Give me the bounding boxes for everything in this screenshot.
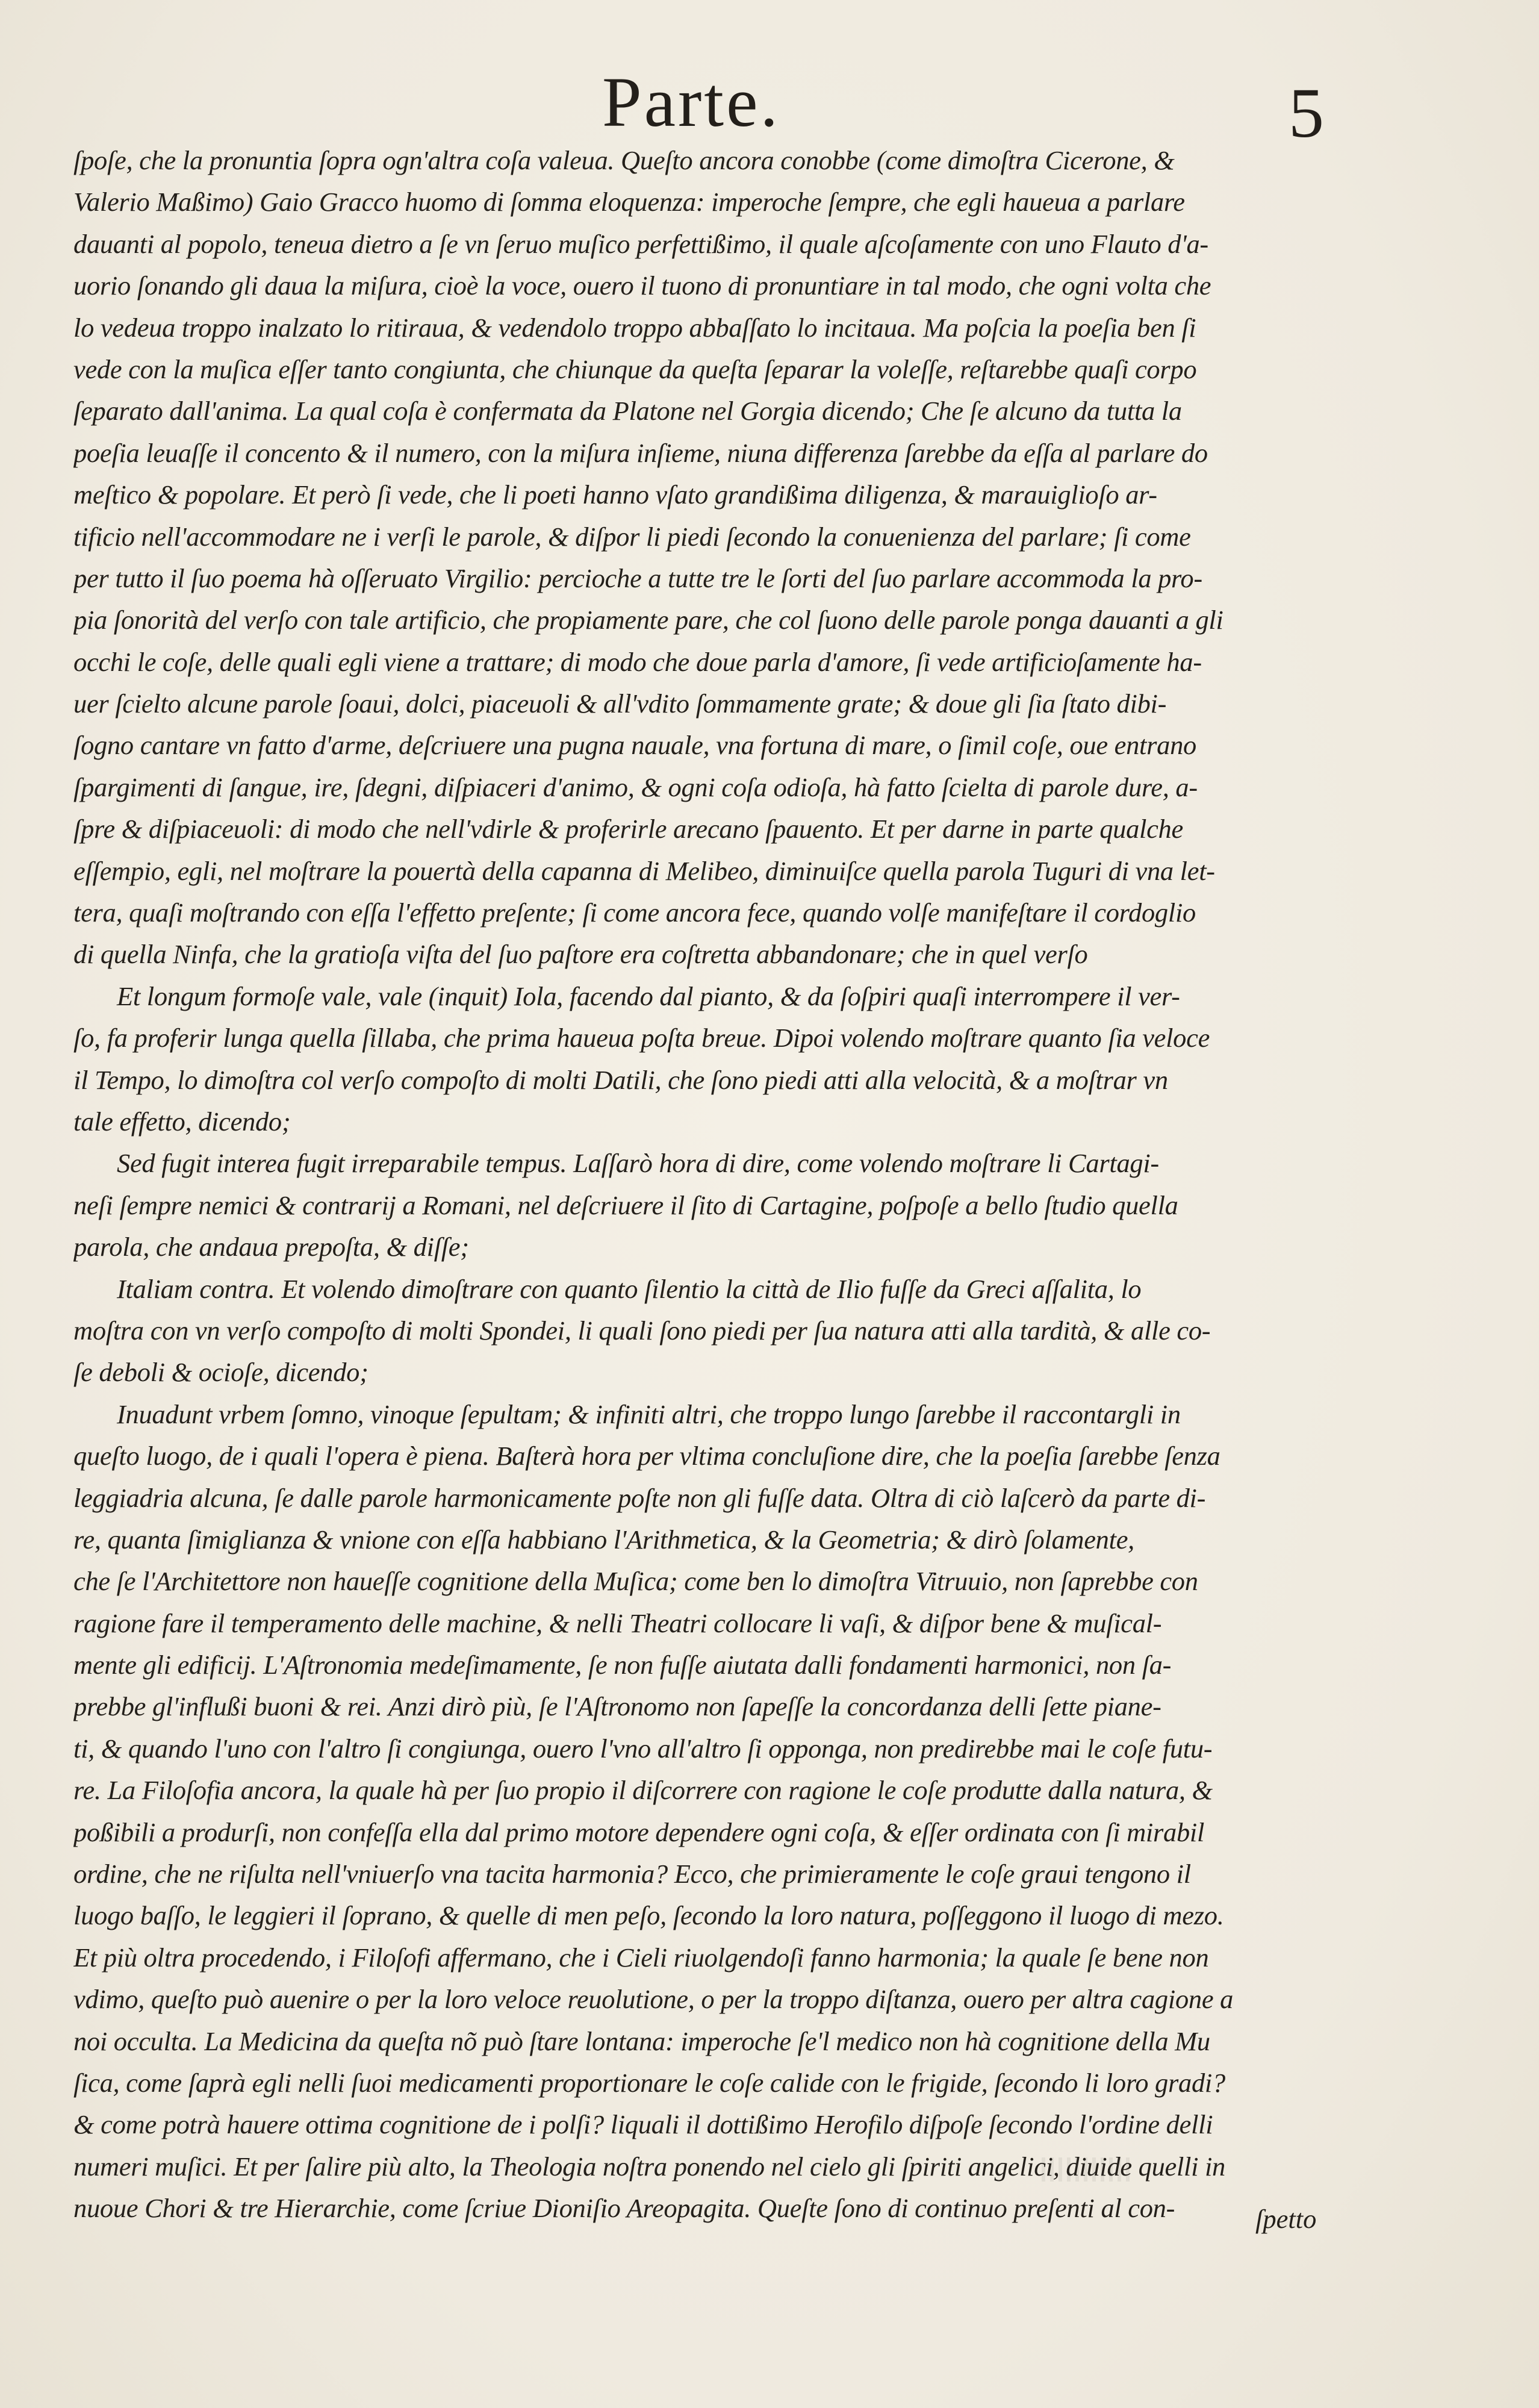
text-line: ſogno cantare vn fatto d'arme, deſcriuere una pugna nauale, vna fortuna di mare, o ſimil coſe, oue entrano bbox=[73, 730, 1196, 761]
text-line: ſpargimenti di ſangue, ire, ſdegni, diſpiaceri d'animo, & ogni coſa odioſa, hà fatto ſcielta di parole dure, a- bbox=[73, 772, 1198, 802]
text-line: nuoue Chori & tre Hierarchie, come ſcriue Dioniſio Areopagita. Queſte ſono di continuo preſenti al con- bbox=[73, 2193, 1175, 2224]
text-line: numeri muſici. Et per ſalire più alto, la Theologia noſtra ponendo nel cielo gli ſpiriti angelici, diuide quelli in bbox=[73, 2151, 1226, 2182]
text-line: tale effetto, dicendo; bbox=[73, 1106, 291, 1137]
text-line: & come potrà hauere ottima cognitione de i polſi? liquali il dottißimo Herofilo diſpoſe ſecondo l'ordine delli bbox=[73, 2109, 1213, 2140]
text-line: Et longum formoſe vale, vale (inquit) Iola, facendo dal pianto, & da ſoſpiri quaſi interrompere il ver- bbox=[117, 981, 1180, 1011]
text-line: dauanti al popolo, teneua dietro a ſe vn ſeruo muſico perfettißimo, il quale aſcoſamente con uno Flauto d'a- bbox=[73, 228, 1208, 259]
text-line: Italiam contra. Et volendo dimoſtrare con quanto ſilentio la città de Ilio fuſſe da Greci aſſalita, lo bbox=[117, 1273, 1142, 1304]
catchword: ſpetto bbox=[1255, 2204, 1317, 2234]
text-line: neſi ſempre nemici & contrarij a Romani, nel deſcriuere il ſito di Cartagine, poſpoſe a bello ſtudio quella bbox=[73, 1190, 1178, 1220]
text-line: ſpre & diſpiaceuoli: di modo che nell'vdirle & proferirle arecano ſpauento. Et per darne in parte qualche bbox=[73, 814, 1183, 844]
text-line: poeſia leuaſſe il concento & il numero, con la miſura inſieme, niuna differenza ſarebbe da eſſa al parlare do bbox=[73, 437, 1208, 468]
page-number: 5 bbox=[1289, 73, 1324, 152]
text-line: Inuadunt vrbem ſomno, vinoque ſepultam; & infiniti altri, che troppo lungo ſarebbe il raccontargli in bbox=[117, 1399, 1181, 1429]
text-line: ordine, che ne riſulta nell'vniuerſo vna tacita harmonia? Ecco, che primieramente le coſe graui tengono il bbox=[73, 1859, 1191, 1889]
text-line: ſica, come ſaprà egli nelli ſuoi medicamenti proportionare le coſe calide con le frigide, ſecondo li loro gradi? bbox=[73, 2067, 1225, 2098]
text-line: ſpoſe, che la pronuntia ſopra ogn'altra coſa valeua. Queſto ancora conobbe (come dimoſtra Cicerone, & bbox=[73, 145, 1175, 175]
text-line: Et più oltra procedendo, i Filoſofi affermano, che i Cieli riuolgendoſi fanno harmonia; la quale ſe bene non bbox=[73, 1942, 1209, 1973]
text-line: ti, & quando l'uno con l'altro ſi congiunga, ouero l'vno all'altro ſi opponga, non predirebbe mai le coſe futu- bbox=[73, 1733, 1213, 1764]
text-line: occhi le coſe, delle quali egli viene a trattare; di modo che doue parla d'amore, ſi vede artificioſamente ha- bbox=[73, 646, 1202, 677]
text-line: mente gli edificij. L'Aſtronomia medeſimamente, ſe non fuſſe aiutata dalli fondamenti harmonici, non ſa- bbox=[73, 1650, 1172, 1680]
text-line: di quella Ninfa, che la gratioſa viſta del ſuo paſtore era coſtretta abbandonare; che in quel verſo bbox=[73, 939, 1088, 970]
text-line: prebbe gl'influßi buoni & rei. Anzi dirò più, ſe l'Aſtronomo non ſapeſſe la concordanza delli ſette piane- bbox=[73, 1691, 1161, 1722]
text-line: ſe deboli & ocioſe, dicendo; bbox=[73, 1357, 368, 1388]
text-line: tificio nell'accommodare ne i verſi le parole, & diſpor li piedi ſecondo la conuenienza del parlare; ſi come bbox=[73, 521, 1191, 552]
text-line: re. La Filoſofia ancora, la quale hà per ſuo propio il diſcorrere con ragione le coſe produtte dalla natura, & bbox=[73, 1775, 1213, 1806]
text-line: re, quanta ſimiglianza & vnione con eſſa habbiano l'Arithmetica, & la Geometria; & dirò ſolamente, bbox=[73, 1524, 1134, 1555]
text-line: uorio ſonando gli daua la miſura, cioè la voce, ouero il tuono di pronuntiare in tal modo, che ogni volta che bbox=[73, 270, 1211, 301]
text-line: moſtra con vn verſo compoſto di molti Spondei, li quali ſono piedi per ſua natura atti alla tardità, & alle co- bbox=[73, 1315, 1211, 1346]
bleed-through-mark bbox=[1042, 2157, 1132, 2182]
body-text bbox=[73, 140, 1337, 2230]
text-line: Valerio Maßimo) Gaio Gracco huomo di ſomma eloquenza: imperoche ſempre, che egli haueua a parlare bbox=[73, 187, 1185, 217]
text-line: leggiadria alcuna, ſe dalle parole harmonicamente poſte non gli fuſſe data. Oltra di ciò laſcerò da parte di- bbox=[73, 1482, 1206, 1513]
page-title: Parte. bbox=[602, 63, 780, 142]
text-line: ragione fare il temperamento delle machine, & nelli Theatri collocare li vaſi, & diſpor bene & muſical- bbox=[73, 1608, 1162, 1638]
text-line: vdimo, queſto può auenire o per la loro veloce reuolutione, o per la troppo diſtanza, ouero per altra cagione a bbox=[73, 1984, 1234, 2015]
text-line: meſtico & popolare. Et però ſi vede, che li poeti hanno vſato grandißima diligenza, & marauiglioſo ar- bbox=[73, 479, 1157, 510]
text-line: queſto luogo, de i quali l'opera è piena. Baſterà hora per vltima concluſione dire, che la poeſia ſarebbe ſenza bbox=[73, 1441, 1220, 1471]
text-line: noi occulta. La Medicina da queſta nõ può ſtare lontana: imperoche ſe'l medico non hà cognitione della Mu bbox=[73, 2026, 1210, 2056]
text-line: luogo baſſo, le leggieri il ſoprano, & quelle di men peſo, ſecondo la loro natura, poſſeggono il luogo di mezo. bbox=[73, 1900, 1224, 1931]
text-line: ſeparato dall'anima. La qual coſa è confermata da Platone nel Gorgia dicendo; Che ſe alcuno da tutta la bbox=[73, 396, 1182, 426]
text-line: eſſempio, egli, nel moſtrare la pouertà della capanna di Melibeo, diminuiſce quella parola Tuguri di vna let- bbox=[73, 855, 1215, 886]
text-line: uer ſcielto alcune parole ſoaui, dolci, piaceuoli & all'vdito ſommamente grate; & doue gli ſia ſtato dibi- bbox=[73, 688, 1167, 719]
text-line: pia ſonorità del verſo con tale artificio, che propiamente pare, che col ſuono delle parole ponga dauanti a gli bbox=[73, 605, 1223, 635]
text-line: che ſe l'Architettore non haueſſe cognitione della Muſica; come ben lo dimoſtra Vitruuio, non ſaprebbe con bbox=[73, 1566, 1198, 1597]
text-line: vede con la muſica eſſer tanto congiunta, che chiunque da queſta ſeparar la voleſſe, reſtarebbe quaſi corpo bbox=[73, 354, 1197, 384]
text-line: poßibili a produrſi, non confeſſa ella dal primo motore dependere ogni coſa, & eſſer ordinata con ſi mirabil bbox=[73, 1817, 1205, 1847]
text-line: lo vedeua troppo inalzato lo ritiraua, & vedendolo troppo abbaſſato lo incitaua. Ma poſcia la poeſia ben ſi bbox=[73, 312, 1196, 343]
text-line: il Tempo, lo dimoſtra col verſo compoſto di molti Datili, che ſono piedi atti alla velocità, & a moſtrar vn bbox=[73, 1064, 1168, 1095]
text-line: parola, che andaua prepoſta, & diſſe; bbox=[73, 1232, 469, 1262]
text-line: Sed fugit interea fugit irreparabile tempus. Laſſarò hora di dire, come volendo moſtrare li Cartagi- bbox=[117, 1148, 1159, 1179]
text-line: per tutto il ſuo poema hà oſſeruato Virgilio: percioche a tutte tre le ſorti del ſuo parlare accommoda la pro- bbox=[73, 563, 1202, 593]
text-line: tera, quaſi moſtrando con eſſa l'effetto preſente; ſi come ancora fece, quando volſe manifeſtare il cordoglio bbox=[73, 897, 1196, 928]
text-line: ſo, fa proferir lunga quella ſillaba, che prima haueua poſta breue. Dipoi volendo moſtrare quanto ſia veloce bbox=[73, 1023, 1210, 1053]
